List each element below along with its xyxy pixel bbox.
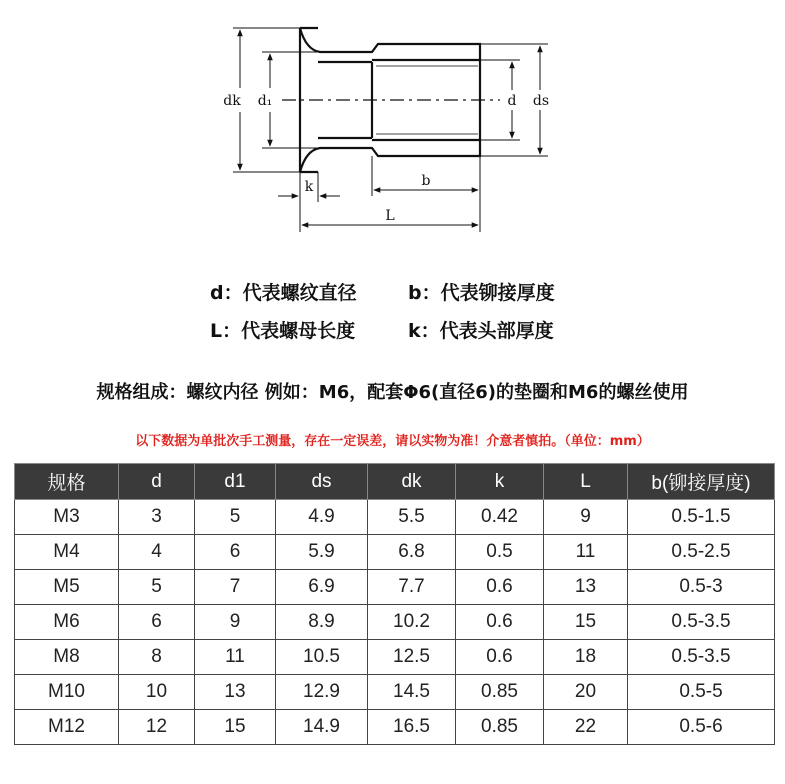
header-L: L [544, 464, 628, 500]
cell-d1: 6 [195, 535, 276, 570]
cell-L: 15 [544, 605, 628, 640]
cell-ds: 5.9 [276, 535, 368, 570]
cell-d: 8 [119, 640, 195, 675]
spec-note: 规格组成：螺纹内径 例如：M6，配套Φ6(直径6)的垫圈和M6的螺丝使用 [96, 382, 689, 403]
d-label: d [507, 93, 517, 109]
cell-d1: 15 [195, 710, 276, 745]
cell-b: 0.5-3.5 [628, 640, 775, 675]
cell-b: 0.5-1.5 [628, 500, 775, 535]
cell-spec: M3 [15, 500, 119, 535]
cell-ds: 10.5 [276, 640, 368, 675]
measurement-notice: 以下数据为单批次手工测量，存在一定误差，请以实物为准！介意者慎拍。（单位：mm） [135, 434, 650, 449]
rivet-nut-drawing [0, 0, 785, 260]
cell-spec: M6 [15, 605, 119, 640]
cell-d: 4 [119, 535, 195, 570]
cell-d1: 7 [195, 570, 276, 605]
cell-k: 0.6 [456, 640, 544, 675]
cell-d: 6 [119, 605, 195, 640]
header-ds: ds [276, 464, 368, 500]
header-k: k [456, 464, 544, 500]
table-row [15, 535, 775, 570]
table-row [15, 570, 775, 605]
cell-d: 3 [119, 500, 195, 535]
cell-ds: 6.9 [276, 570, 368, 605]
cell-dk: 16.5 [368, 710, 456, 745]
cell-b: 0.5-5 [628, 675, 775, 710]
cell-d: 10 [119, 675, 195, 710]
cell-ds: 4.9 [276, 500, 368, 535]
legend-d: d：代表螺纹直径 [210, 282, 357, 304]
ds-label: ds [532, 93, 550, 109]
b-label: b [421, 173, 431, 189]
legend-L: L：代表螺母长度 [210, 320, 356, 342]
cell-k: 0.85 [456, 675, 544, 710]
cell-dk: 12.5 [368, 640, 456, 675]
cell-k: 0.5 [456, 535, 544, 570]
legend-k: k：代表头部厚度 [408, 320, 554, 342]
table-header-row [15, 464, 775, 500]
cell-dk: 5.5 [368, 500, 456, 535]
cell-spec: M12 [15, 710, 119, 745]
cell-b: 0.5-6 [628, 710, 775, 745]
cell-k: 0.42 [456, 500, 544, 535]
cell-spec: M10 [15, 675, 119, 710]
cell-L: 9 [544, 500, 628, 535]
cell-dk: 14.5 [368, 675, 456, 710]
cell-L: 20 [544, 675, 628, 710]
table-row [15, 710, 775, 745]
cell-spec: M4 [15, 535, 119, 570]
table-row [15, 640, 775, 675]
table-row [15, 675, 775, 710]
legend-b: b：代表铆接厚度 [408, 282, 555, 304]
L-label: L [385, 208, 395, 224]
cell-ds: 8.9 [276, 605, 368, 640]
cell-b: 0.5-3 [628, 570, 775, 605]
header-dk: dk [368, 464, 456, 500]
cell-d1: 13 [195, 675, 276, 710]
d1-label: d₁ [257, 93, 273, 109]
cell-ds: 12.9 [276, 675, 368, 710]
cell-d1: 11 [195, 640, 276, 675]
cell-L: 11 [544, 535, 628, 570]
spec-table [14, 463, 775, 745]
cell-k: 0.6 [456, 570, 544, 605]
dk-label: dk [223, 93, 241, 109]
cell-L: 22 [544, 710, 628, 745]
table-row [15, 500, 775, 535]
header-d: d [119, 464, 195, 500]
header-spec: 规格 [15, 464, 119, 500]
cell-L: 18 [544, 640, 628, 675]
header-b: b(铆接厚度) [628, 464, 775, 500]
cell-dk: 6.8 [368, 535, 456, 570]
cell-b: 0.5-3.5 [628, 605, 775, 640]
cell-k: 0.85 [456, 710, 544, 745]
cell-dk: 7.7 [368, 570, 456, 605]
cell-ds: 14.9 [276, 710, 368, 745]
header-d1: d1 [195, 464, 276, 500]
k-label: k [304, 179, 314, 195]
cell-spec: M5 [15, 570, 119, 605]
cell-dk: 10.2 [368, 605, 456, 640]
cell-d: 5 [119, 570, 195, 605]
cell-b: 0.5-2.5 [628, 535, 775, 570]
cell-L: 13 [544, 570, 628, 605]
cell-d: 12 [119, 710, 195, 745]
cell-k: 0.6 [456, 605, 544, 640]
cell-d1: 5 [195, 500, 276, 535]
table-row [15, 605, 775, 640]
cell-spec: M8 [15, 640, 119, 675]
cell-d1: 9 [195, 605, 276, 640]
